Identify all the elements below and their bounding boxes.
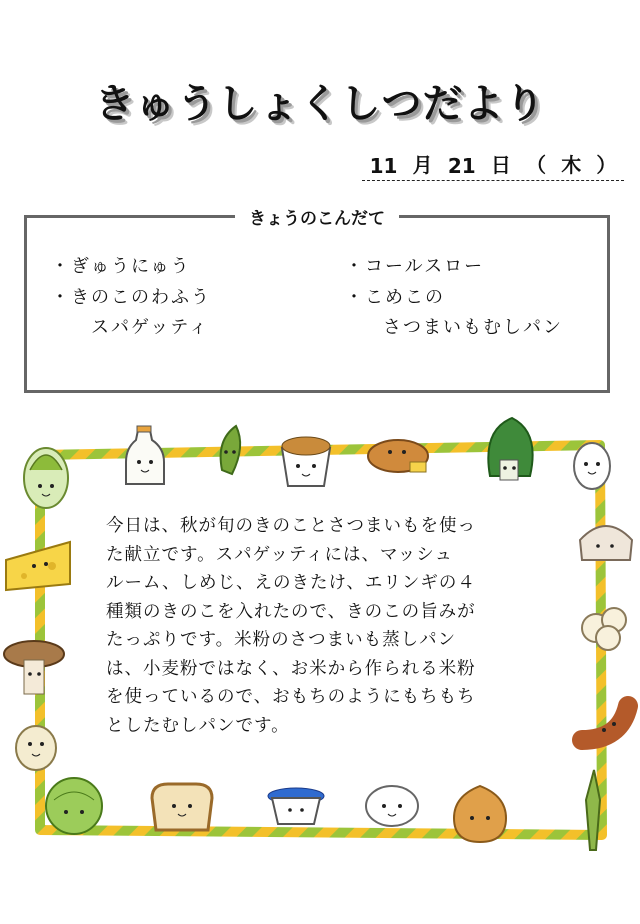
bread-roll-icon	[368, 440, 428, 472]
date-open-paren: （	[526, 153, 547, 177]
message-line: 今日は、秋が旬のきのことさつまいもを使っ	[106, 516, 476, 536]
date-weekday: 木	[561, 153, 582, 177]
menu-item-label: ・ぎゅうにゅう	[51, 256, 191, 277]
cabbage-icon	[46, 778, 102, 834]
clam-icon	[580, 526, 632, 560]
rice-bowl-icon	[366, 786, 418, 826]
menu-item-label: ・コールスロー	[345, 256, 485, 277]
mushroom-icon	[4, 641, 64, 694]
onion-icon	[454, 786, 506, 842]
date-close-paren: ）	[596, 153, 617, 177]
message-line: としたむしパンです。	[106, 715, 290, 736]
message-line: たっぷりです。米粉のさつまいも蒸しパン	[106, 630, 457, 650]
page-title: きゅうしょくしつだより	[94, 81, 546, 127]
menu-item-label-cont: さつまいもむしパン	[383, 317, 563, 338]
bean-icon	[16, 726, 56, 770]
yogurt-icon	[268, 788, 324, 824]
cauliflower-icon	[582, 608, 626, 650]
date-month: 11	[369, 154, 398, 178]
message-line: ルーム、しめじ、えのきたけ、エリンギの４	[106, 573, 476, 593]
egg-icon	[574, 443, 610, 489]
date-month-unit: 月	[412, 153, 433, 177]
message-line: は、小麦粉ではなく、お米から作られる米粉	[106, 658, 476, 679]
napa-cabbage-icon	[24, 448, 68, 508]
menu-item-label: ・きのこのわふう	[51, 287, 211, 308]
okra-icon	[221, 426, 241, 474]
date-day: 21	[447, 154, 476, 178]
message	[106, 512, 536, 740]
menu-item-label: ・こめこの	[345, 287, 445, 308]
menu-heading: きょうのこんだて	[235, 204, 399, 229]
natto-icon	[282, 437, 330, 486]
milk-bottle-icon	[126, 426, 164, 484]
spinach-icon	[488, 418, 532, 480]
message-line: 種類のきのこを入れたので、きのこの旨みが	[106, 601, 476, 622]
date-day-unit: 日	[490, 153, 511, 177]
message-line: を使っているので、おもちのようにもちもち	[106, 687, 476, 707]
toast-icon	[152, 784, 212, 830]
menu-item-label-cont: スパゲッティ	[91, 317, 209, 338]
message-line: た献立です。スパゲッティには、マッシュ	[106, 544, 453, 565]
